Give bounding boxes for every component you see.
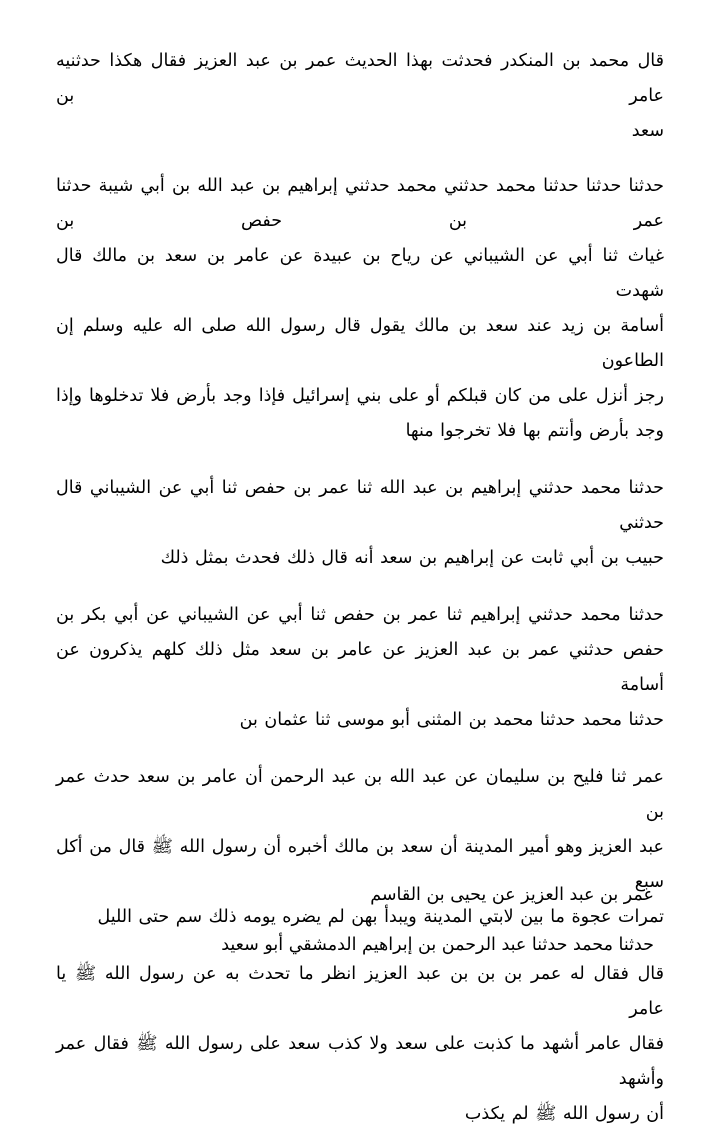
text-line: حدثنا حدثنا حدثنا محمد حدثني محمد حدثني إبراهيم بن عبد الله بن أبي شيبة حدثنا عمر بن حفص بن xyxy=(56,176,664,231)
paragraph-3 xyxy=(56,471,664,576)
trailer-line-2: حدثنا محمد حدثنا عبد الرحمن بن إبراهيم الدمشقي أبو سعيد xyxy=(221,935,654,955)
text-line: حدثنا محمد حدثني إبراهيم بن عبد الله ثنا عمر بن حفص ثنا أبي عن الشيباني قال حدثني xyxy=(56,478,664,533)
text-line: قال فقال له عمر بن بن بن عبد العزيز انظر ما تحدث به عن رسول الله ﷺ يا عامر xyxy=(56,964,664,1019)
text-line: حفص حدثني عمر بن عبد العزيز عن عامر بن سعد مثل ذلك كلهم يذكرون عن أسامة xyxy=(56,640,664,695)
text-line: تمرات عجوة ما بين لابتي المدينة ويبدأ بهن لم يضره يومه ذلك سم حتى الليل xyxy=(97,907,664,927)
paragraph-1 xyxy=(56,44,664,149)
text-line: رجز أنزل على من كان قبلكم أو على بني إسرائيل فإذا وجد بأرض فلا تدخلوها وإذا xyxy=(56,386,664,406)
text-line: فقال عامر أشهد ما كذبت على سعد ولا كذب سعد على رسول الله ﷺ فقال عمر وأشهد xyxy=(56,1034,664,1089)
text-line: عبد العزيز وهو أمير المدينة أن سعد بن مالك أخبره أن رسول الله ﷺ قال من أكل سبع xyxy=(56,837,664,892)
paragraph-4 xyxy=(56,598,664,738)
text-line: حدثنا محمد حدثني إبراهيم ثنا عمر بن حفص ثنا أبي عن الشيباني عن أبي بكر بن xyxy=(56,605,664,625)
text-line: سعد xyxy=(631,121,664,141)
text-line: أن رسول الله ﷺ لم يكذب xyxy=(464,1104,664,1124)
text-line: وجد بأرض وأنتم بها فلا تخرجوا منها xyxy=(405,421,664,441)
trailer-line-1: عمر بن عبد العزيز عن يحيى بن القاسم xyxy=(370,885,654,905)
text-line: قال محمد بن المنكدر فحدثت بهذا الحديث عمر بن عبد العزيز فقال هكذا حدثنيه عامر بن xyxy=(56,51,664,106)
paragraph-6 xyxy=(56,957,664,1132)
paragraph-2 xyxy=(56,169,664,449)
text-line: غياث ثنا أبي عن الشيباني عن رياح بن عبيدة عن عامر بن سعد بن مالك قال شهدت xyxy=(56,246,664,301)
text-line: حبيب بن أبي ثابت عن إبراهيم بن سعد أنه قال ذلك فحدث بمثل ذلك xyxy=(160,548,664,568)
text-line: حدثنا محمد حدثنا محمد بن المثنى أبو موسى ثنا عثمان بن xyxy=(239,710,664,730)
text-line: أسامة بن زيد عند سعد بن مالك يقول قال رسول الله صلى اله عليه وسلم إن الطاعون xyxy=(56,316,664,371)
text-line: عمر ثنا فليح بن سليمان عن عبد الله بن عبد الرحمن أن عامر بن سعد حدث عمر بن xyxy=(56,767,664,822)
